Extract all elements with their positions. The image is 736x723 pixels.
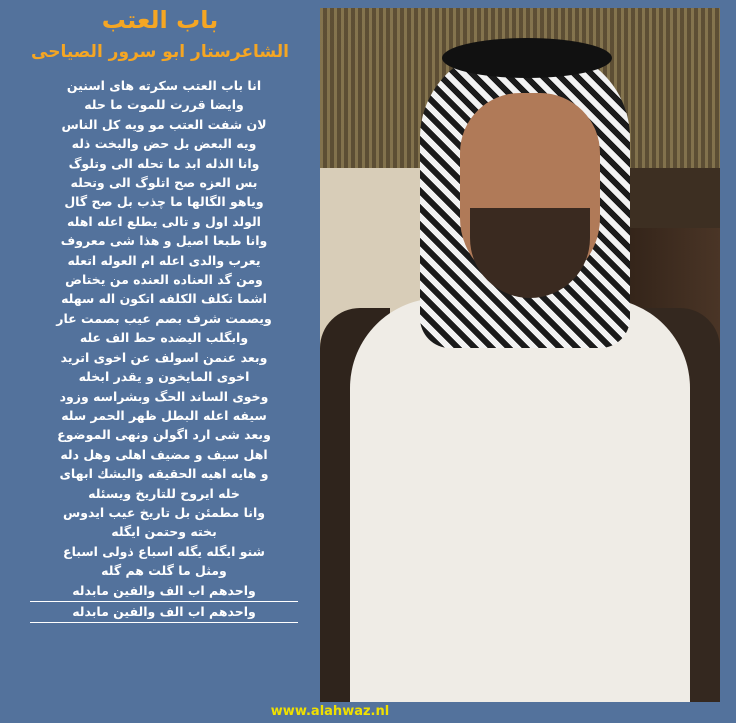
poem-line: وبعد شى ارد اگولن ونهى الموضوع [57, 427, 271, 443]
poem-line: و هايه اهيه الحقيقه واليشك ابهاى [59, 466, 269, 482]
poem-line: وياهو الگالها ما چذب بل صح گال [64, 194, 264, 210]
poem-line: ومن گد العناده العنده من يختاض [65, 272, 263, 288]
poem-line: بخته وحتمن ايگله [111, 524, 217, 540]
white-robe [350, 298, 690, 702]
poem-line: ويصمت شرف بصم عيب بصمت عار [56, 310, 272, 326]
poem-line: ومثل ما گلت هم گله [101, 563, 227, 579]
poem-line: سيفه اعله البطل ظهر الحمر سله [61, 407, 267, 423]
poem-line: خله ايروح للتاريخ ويسئله [88, 485, 240, 501]
poem-line: اشما تكلف الكلفه اتكون اله سهله [61, 291, 267, 307]
agal [442, 38, 612, 78]
poem-line: الولد اول و تالى يطلع اعله اهله [67, 213, 261, 229]
poem-title: باب العتب [101, 6, 219, 34]
poem-line: اهل سيف و مضيف اهلى وهل دله [60, 446, 268, 462]
poem-line: شنو ايگله يگله اسباع ذولى اسباع [63, 543, 265, 559]
poem-line: بس العزه صح اتلوگ الى وتحله [70, 175, 258, 191]
poem-line: واحدهم اب الف والفين مابدله [30, 602, 298, 623]
poem-lines [30, 76, 298, 623]
poem-line: وخوى الساند الحگ وبشراسه وزود [59, 388, 269, 404]
poet-photo [320, 8, 720, 702]
site-watermark: www.alahwaz.nl [270, 704, 390, 719]
poem-line: وانا الذله ابد ما تحله الى وتلوگ [68, 155, 260, 171]
poet-name: الشاعرستار ابو سرور الصياحى [31, 42, 289, 62]
poem-line: وبعد عنمن اسولف عن اخوى اتريد [60, 349, 268, 365]
poem-line: واحدهم اب الف والفين مابدله [30, 581, 298, 602]
poem-line: اخوى المايخون و يقدر ابخله [78, 369, 250, 385]
poem-line: وايضا قررت للموت ما حله [84, 97, 244, 113]
poem-line: انا باب العتب سكرته هاى اسنين [66, 78, 262, 93]
poem-panel [0, 0, 320, 723]
poem-line: وانا مطمئن بل تاريخ عيب ايدوس [62, 504, 266, 520]
poem-line: يعرب والدى اعله ام العوله اتعله [67, 252, 261, 268]
poem-line: وانا طبعا اصيل و هذا شى معروف [60, 233, 268, 249]
poem-line: وابگلب اليضده حط الف عله [79, 330, 249, 346]
poem-line: لان شفت العتب مو ويه كل الناس [61, 116, 267, 132]
poem-line: ويه البعض بل حض والبخت ذله [71, 136, 257, 152]
